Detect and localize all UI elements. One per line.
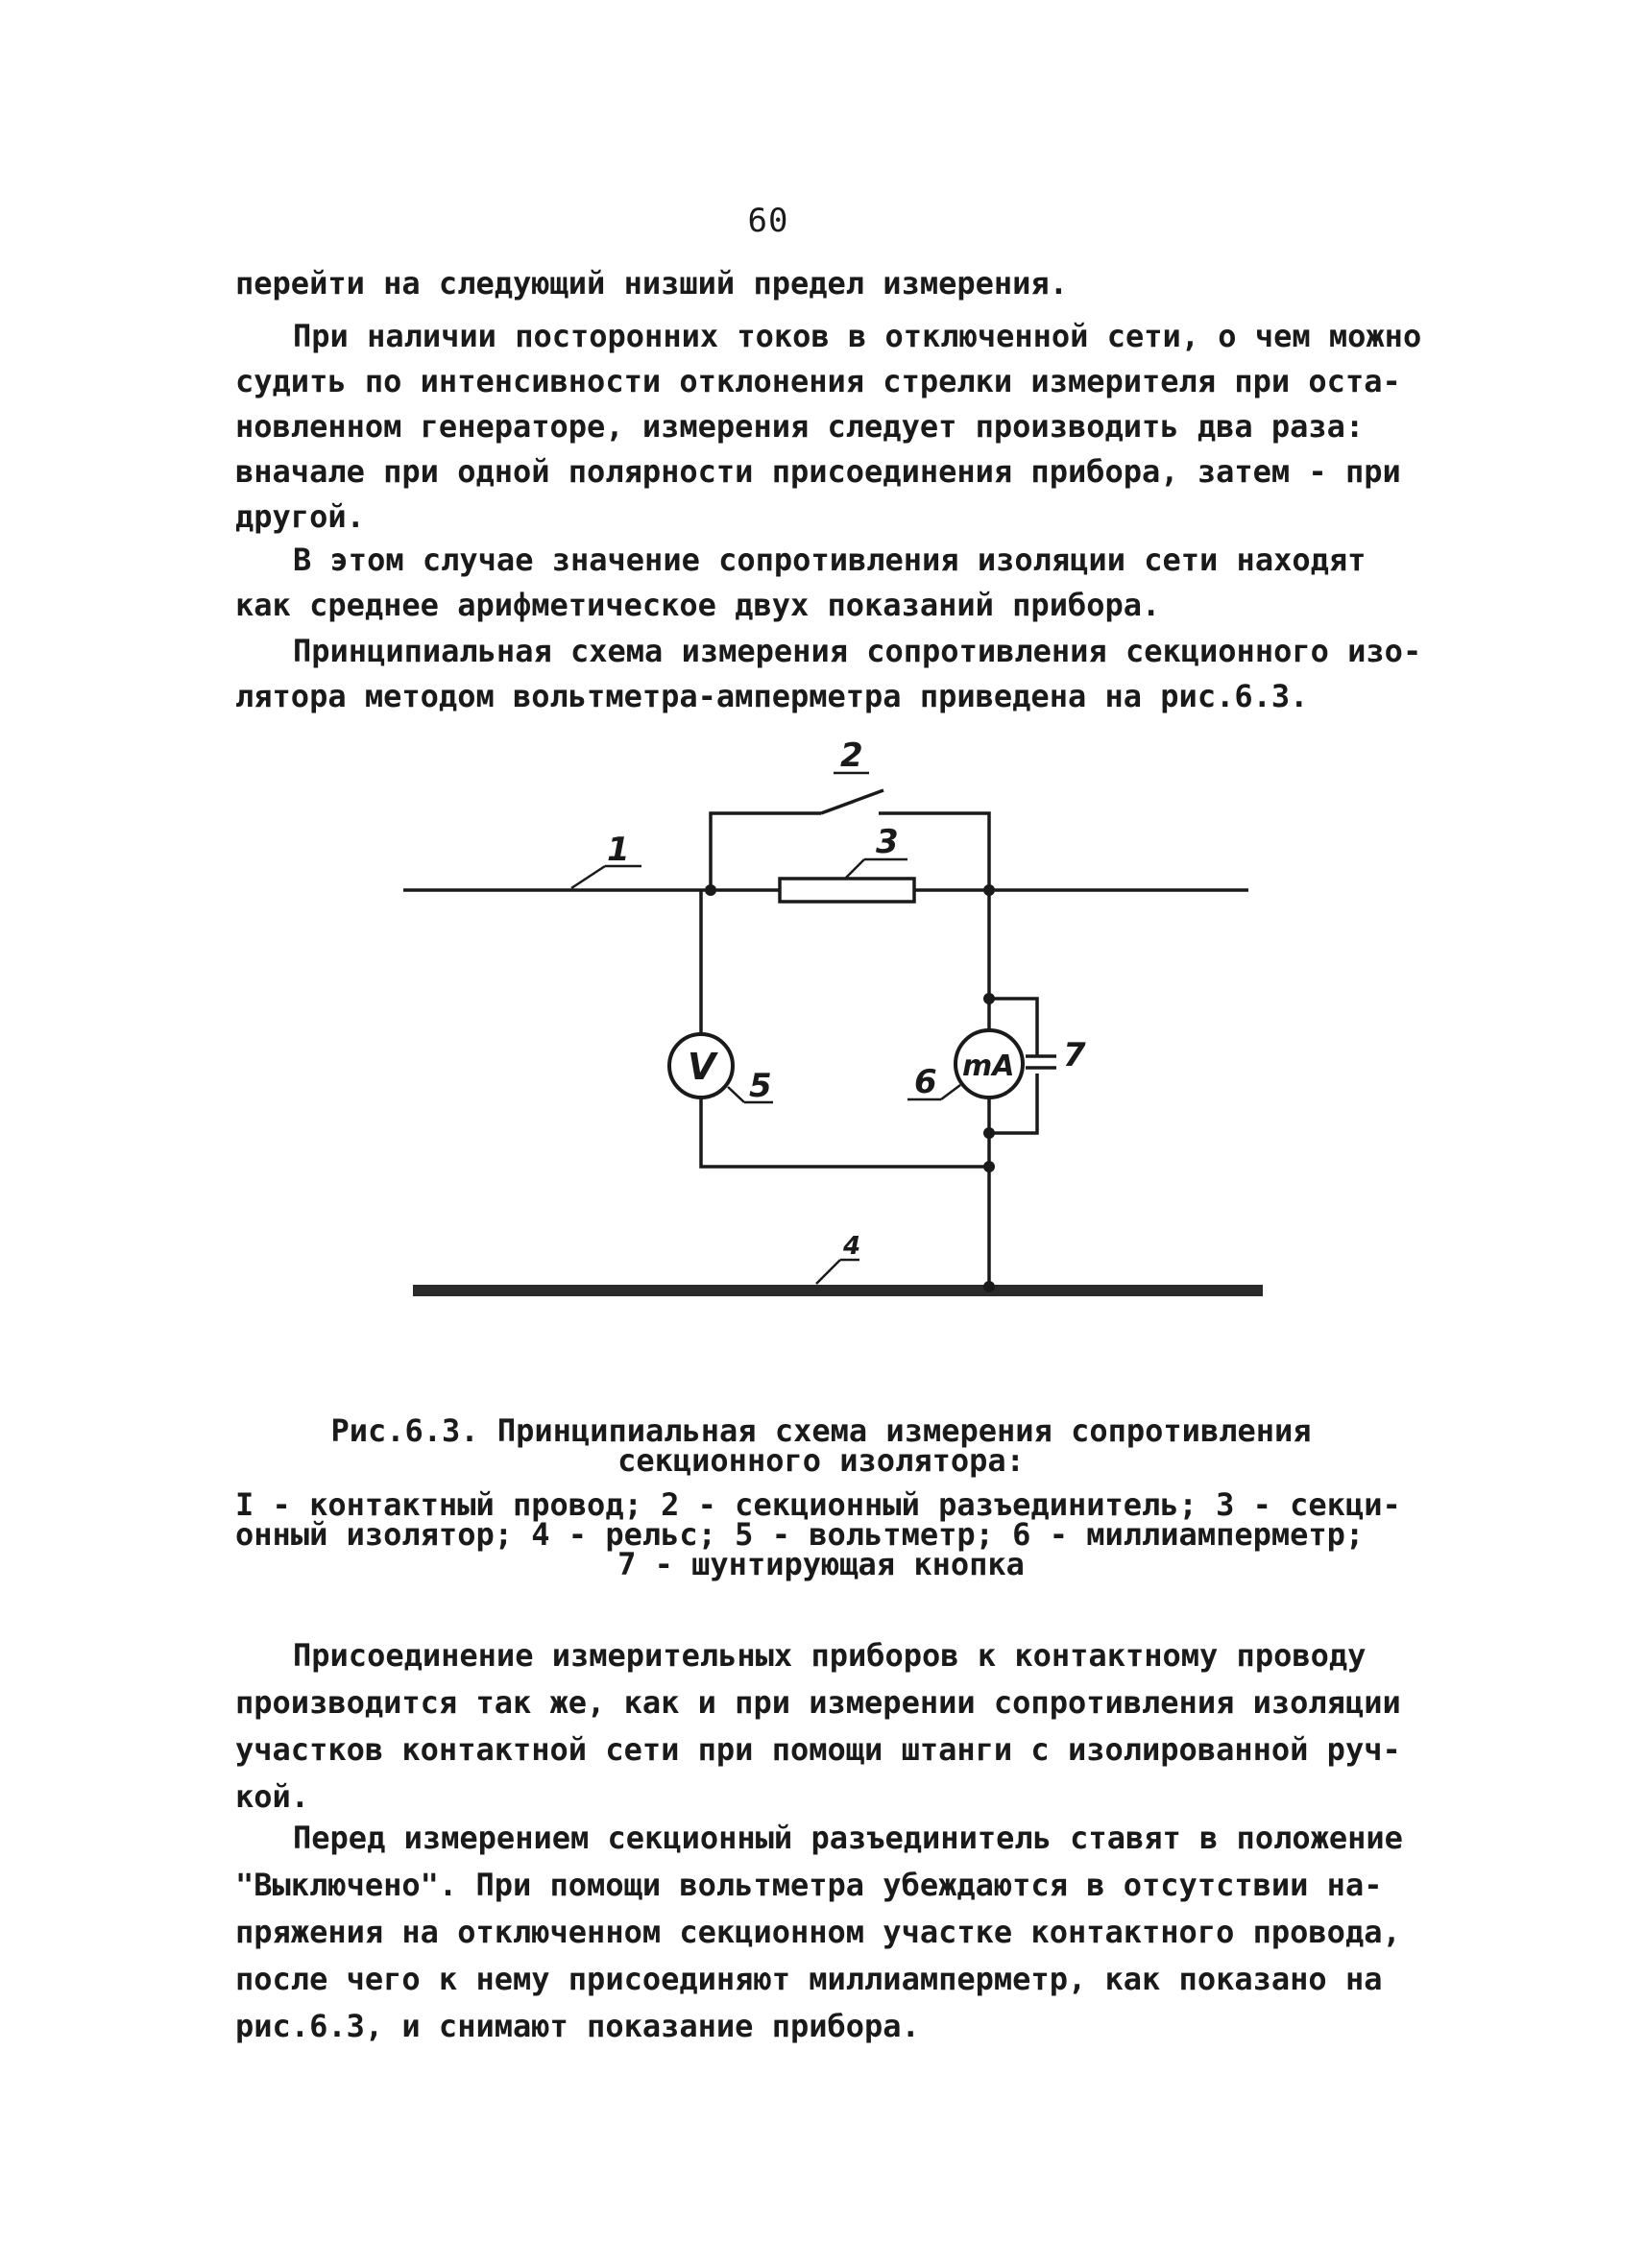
text-line: другой. <box>235 498 365 535</box>
node <box>983 1281 995 1292</box>
label-shunt: 7 <box>1063 1036 1086 1074</box>
rail <box>413 1285 1263 1296</box>
label-6-leader <box>941 1085 960 1099</box>
text-line: участков контактной сети при помощи штанги с изолированной руч- <box>235 1731 1401 1768</box>
node <box>983 1161 995 1172</box>
text-line: Принципиальная схема измерения сопротивления секционного изо- <box>293 633 1422 669</box>
caption-line: Рис.6.3. Принципиальная схема измерения сопротивления <box>330 1412 1312 1449</box>
paragraph-3 <box>235 538 1421 628</box>
label-switch: 2 <box>840 736 863 775</box>
label-voltmeter: 5 <box>749 1067 772 1105</box>
page-number: 60 <box>747 202 789 240</box>
legend-line: онный изолятор; 4 - рельс; 5 - вольтметр; 6 - миллиамперметр; <box>235 1516 1365 1553</box>
label-3-leader <box>845 859 864 879</box>
text-line: При наличии посторонних токов в отключенной сети, о чем можно <box>293 318 1422 354</box>
text-line: судить по интенсивности отклонения стрелки измерителя при оста- <box>235 363 1401 399</box>
text-line: перейти на следующий низший предел измерения. <box>235 265 1068 302</box>
text-line: вначале при одной полярности присоединения прибора, затем - при <box>235 453 1401 490</box>
paragraph-1 <box>235 261 1421 306</box>
paragraph-5 <box>235 1632 1421 1821</box>
node <box>705 884 716 896</box>
label-rail: 4 <box>843 1232 861 1261</box>
legend-line: 7 - шунтирующая кнопка <box>617 1546 1025 1582</box>
text-line: Перед измерением секционный разъединитель ставят в положение <box>293 1820 1403 1856</box>
voltmeter-symbol: V <box>688 1046 716 1088</box>
label-wire: 1 <box>607 831 630 869</box>
paragraph-4 <box>235 629 1421 719</box>
label-5-leader <box>728 1087 744 1102</box>
figure-legend <box>235 1486 1407 1582</box>
text-line: как среднее арифметическое двух показаний прибора. <box>235 587 1161 623</box>
text-line: рис.6.3, и снимают показание прибора. <box>235 2008 920 2044</box>
text-line: после чего к нему присоединяют миллиамперметр, как показано на <box>235 1961 1383 1997</box>
label-1-leader <box>571 866 605 888</box>
figure-caption-title <box>235 1412 1407 1479</box>
legend-line: I - контактный провод; 2 - секционный разъединитель; 3 - секци- <box>235 1486 1401 1523</box>
text-line: кой. <box>235 1778 310 1815</box>
section-insulator <box>780 879 914 902</box>
label-insulator: 3 <box>876 823 899 861</box>
circuit-schematic <box>384 730 1296 1383</box>
text-line: Присоединение измерительных приборов к контактному проводу <box>293 1637 1367 1674</box>
milliammeter-symbol: mA <box>962 1050 1015 1083</box>
paragraph-6 <box>235 1815 1421 2050</box>
text-line: производится так же, как и при измерении сопротивления изоляции <box>235 1684 1401 1721</box>
label-milliammeter: 6 <box>914 1063 937 1101</box>
section-switch <box>821 790 883 813</box>
text-line: В этом случае значение сопротивления изоляции сети находят <box>293 542 1367 578</box>
text-line: новленном генераторе, измерения следует производить два раза: <box>235 408 1365 445</box>
text-line: лятора методом вольтметра-амперметра приведена на рис.6.3. <box>235 678 1309 714</box>
label-4-leader <box>816 1260 840 1284</box>
paragraph-2 <box>235 314 1421 540</box>
text-line: "Выключено". При помощи вольтметра убеждаются в отсутствии на- <box>235 1867 1383 1903</box>
caption-line: секционного изолятора: <box>617 1442 1025 1479</box>
text-line: пряжения на отключенном секционном участке контактного провода, <box>235 1914 1401 1950</box>
